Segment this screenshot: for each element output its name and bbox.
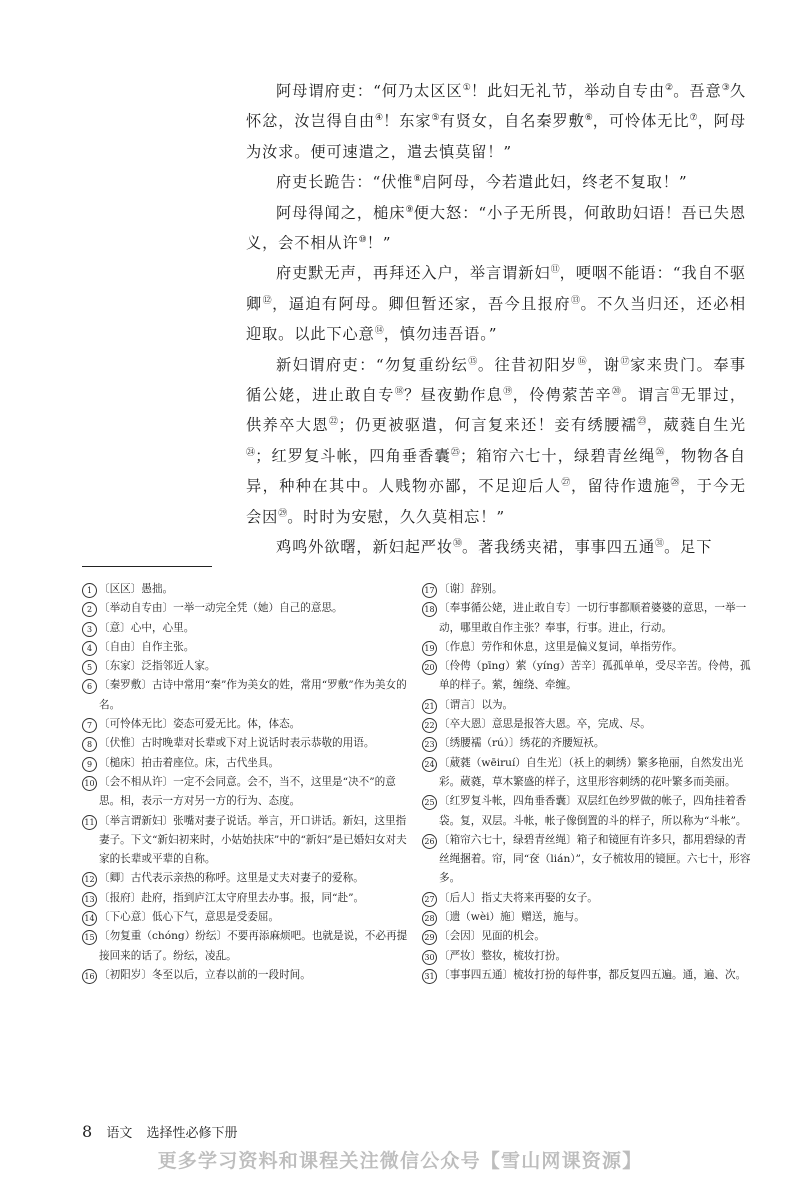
text-run: 。著我绣夹裙，事事四五通 <box>461 538 656 557</box>
footnote-item <box>422 966 752 985</box>
footnote-number: 31 <box>422 969 437 984</box>
footnote-divider <box>82 566 212 567</box>
footnotes-right-column <box>422 580 752 985</box>
footnote-number: 20 <box>422 660 437 675</box>
footnote-text: 〔举动自专由〕一举一动完全凭（她）自己的意思。 <box>99 602 343 615</box>
footnote-marker: ⑯ <box>577 356 588 367</box>
text-run: 府吏默无声，再拜还入户，举言谓新妇 <box>276 264 551 283</box>
text-run: ，阿母为汝求。便可速遣之，遣去慎莫留！” <box>246 112 746 161</box>
footnote-number: 24 <box>422 757 437 772</box>
footnote-number: 3 <box>82 622 97 637</box>
footnote-number: 22 <box>422 718 437 733</box>
footnote-text: 〔伶俜（pīng）萦（yíng）苦辛〕孤孤单单，受尽辛苦。伶俜，孤单的样子。萦，缠绕、牵缠。 <box>439 660 751 692</box>
footnote-item <box>82 715 412 734</box>
footnote-number: 29 <box>422 930 437 945</box>
footnote-marker: ㉚ <box>452 539 462 550</box>
footnote-item <box>422 696 752 715</box>
footnote-item <box>422 599 752 638</box>
footnote-marker: ㉘ <box>670 478 681 489</box>
footnote-text: 〔举言谓新妇〕张嘴对妻子说话。举言，开口讲话。新妇，这里指妻子。下文“新妇初来时，小姑始扶床”中的“新妇”是已婚妇女对夫家的长辈或平辈的自称。 <box>99 814 407 866</box>
footnote-marker: ④ <box>374 113 384 124</box>
footnote-marker: ① <box>462 83 471 93</box>
footnote-item <box>422 947 752 966</box>
footnote-text: 〔卒大恩〕意思是报答大恩。卒，完成、尽。 <box>439 718 651 731</box>
footnote-marker: ⑪ <box>550 265 560 276</box>
footnote-number: 16 <box>82 969 97 984</box>
text-run: 鸡鸣外欲曙，新妇起严妆 <box>276 538 453 557</box>
footnote-number: 27 <box>422 892 437 907</box>
footnote-marker: ㉕ <box>450 447 460 458</box>
footnote-marker: ⑨ <box>405 204 414 215</box>
footnote-item <box>422 638 752 657</box>
footnote-number: 17 <box>422 583 437 598</box>
footnote-text: 〔后人〕指丈夫将来再娶的女子。 <box>439 891 598 904</box>
footnotes-left-column <box>82 580 412 985</box>
text-run: 阿母谓府吏：“何乃太区区 <box>276 82 463 100</box>
text-run: ，于今无会因 <box>246 477 746 526</box>
footnote-text: 〔勿复重（chóng）纷纭〕不要再添麻烦吧。也就是说，不必再提接回来的话了。纷纭，凌乱。 <box>99 930 408 962</box>
footnote-item <box>82 966 412 985</box>
footnote-marker: ⑧ <box>413 174 422 185</box>
page-footer <box>82 1122 238 1141</box>
page-number: 8 <box>82 1122 93 1141</box>
footnote-marker: ㉗ <box>561 478 571 489</box>
footnote-text: 〔初阳岁〕冬至以后，立春以前的一段时间。 <box>99 968 311 981</box>
text-run: ；仍更被驱遣，何言复来还！妾有绣腰襦 <box>338 416 638 435</box>
footnote-number: 5 <box>82 660 97 675</box>
footnote-marker: ② <box>665 83 674 93</box>
footnote-marker: ㉓ <box>637 417 647 428</box>
footnote-item <box>422 831 752 889</box>
footnote-marker: ⑬ <box>570 295 581 306</box>
footnote-marker: ⑥ <box>584 113 593 124</box>
text-run: ！东家 <box>383 112 432 131</box>
footnote-item <box>422 580 752 599</box>
footnote-number: 8 <box>82 737 97 752</box>
footnote-item <box>422 792 752 831</box>
footnote-text: 〔东家〕泛指邻近人家。 <box>99 660 216 673</box>
footnote-text: 〔区区〕愚拙。 <box>99 583 174 595</box>
footnote-number: 26 <box>422 834 437 849</box>
footnote-text: 〔意〕心中，心里。 <box>99 621 195 634</box>
footnote-number: 11 <box>82 815 97 830</box>
text-run: 便大怒：“小子无所畏，何敢助妇语！吾已失恩义，会不相从许 <box>246 203 746 253</box>
footnote-text: 〔槌床〕拍击着座位。床，古代坐具。 <box>99 756 280 769</box>
footnote-number: 18 <box>422 602 437 617</box>
footnote-item <box>82 927 412 966</box>
text-run: 家来贵门。奉事循公姥，进止敢自专 <box>246 355 746 405</box>
footnote-item <box>422 734 752 753</box>
main-text <box>246 76 746 563</box>
text-run: ，伶俜萦苦辛 <box>512 386 612 405</box>
main-paragraph <box>246 350 746 532</box>
footnote-marker: ⑩ <box>358 235 367 246</box>
text-run: ，物物各自异，种种在其中。人贱物亦鄙，不足迎后人 <box>246 446 746 496</box>
footnote-number: 25 <box>422 795 437 810</box>
footnote-text: 〔作息〕劳作和休息，这里是偏义复词，单指劳作。 <box>439 640 683 653</box>
footnote-text: 〔红罗复斗帐，四角垂香囊〕双层红色纱罗做的帐子，四角挂着香袋。复，双层。斗帐，帐子像倒置的斗的样子，所以称为“斗帐”。 <box>439 795 747 827</box>
footnote-number: 10 <box>82 776 97 791</box>
footnote-number: 30 <box>422 950 437 965</box>
footnote-marker: ⑦ <box>689 113 698 124</box>
footnote-item <box>422 657 752 696</box>
text-run: 。谓言 <box>621 386 671 405</box>
footnote-number: 13 <box>82 892 97 907</box>
text-run: 阿母得闻之，槌床 <box>276 203 406 222</box>
footnote-item <box>82 599 412 618</box>
footnote-marker: ③ <box>721 83 730 93</box>
text-run: ，葳蕤自生光 <box>646 416 746 435</box>
text-run: ，哽咽不能语：“我自不驱卿 <box>246 264 746 313</box>
footnote-text: 〔谢〕辞别。 <box>439 583 503 595</box>
footnote-marker: ㉔ <box>246 447 256 458</box>
footer-book-title: 选择性必修下册 <box>146 1126 238 1141</box>
footnote-text: 〔卿〕古代表示亲热的称呼。这里是丈夫对妻子的爱称。 <box>99 872 364 885</box>
text-run: 无罪过，供养卒大恩 <box>246 386 746 435</box>
footnote-text: 〔绣腰襦（rú）〕绣花的齐腰短袄。 <box>439 737 605 750</box>
footnote-text: 〔报府〕赴府，指到庐江太守府里去办事。报，同“赴”。 <box>99 891 365 904</box>
footnote-item <box>422 927 752 946</box>
footnote-item <box>82 657 412 676</box>
footer-subject: 语文 <box>106 1126 133 1141</box>
footnote-item <box>82 773 412 812</box>
footnote-number: 19 <box>422 641 437 656</box>
text-run: ，慎勿违吾语。” <box>383 325 498 344</box>
text-run: 。不久当归还，还必相迎取。以此下心意 <box>246 294 746 344</box>
footnote-marker: ㉛ <box>655 539 665 550</box>
text-run: ，逼迫有阿母。卿但暂还家，吾今且报府 <box>272 294 571 313</box>
text-run: ！” <box>366 234 392 253</box>
footnote-item <box>82 908 412 927</box>
text-run: ，谢 <box>587 355 621 374</box>
footnote-marker: ㉙ <box>278 508 288 519</box>
text-run: 。往昔初阳岁 <box>477 355 578 374</box>
text-run: 。足下 <box>664 538 713 557</box>
footnote-item <box>82 754 412 773</box>
footnote-item <box>82 676 412 715</box>
footnote-text: 〔秦罗敷〕古诗中常用“秦”作为美女的姓，常用“罗敷”作为美女的名。 <box>99 679 407 711</box>
main-paragraph <box>246 532 746 562</box>
footnote-text: 〔会因〕见面的机会。 <box>439 930 545 943</box>
footnote-item <box>82 869 412 888</box>
main-paragraph <box>246 76 746 167</box>
text-run: ！此妇无礼节，举动自专由 <box>470 82 666 100</box>
footnote-marker: ⑭ <box>374 326 384 337</box>
text-run: ？昼夜勤作息 <box>404 386 504 405</box>
footnote-text: 〔事事四五通〕梳妆打扮的每件事，都反复四五遍。通，遍、次。 <box>439 968 747 981</box>
text-run: ；箱帘六七十，绿碧青丝绳 <box>459 446 656 465</box>
footnote-marker: ⑮ <box>468 356 478 367</box>
footnote-number: 28 <box>422 911 437 926</box>
footnote-number: 14 <box>82 911 97 926</box>
footnote-marker: ⑤ <box>431 113 440 124</box>
footnote-item <box>82 812 412 870</box>
text-run: 。时时为安慰，久久莫相忘！” <box>287 507 506 526</box>
footnote-number: 23 <box>422 737 437 752</box>
main-paragraph <box>246 167 746 197</box>
text-run: 久怀忿，汝岂得自由 <box>246 82 747 131</box>
main-paragraph <box>246 258 746 349</box>
footnote-marker: ⑲ <box>503 387 513 398</box>
footnote-text: 〔伏惟〕古时晚辈对长辈或下对上说话时表示恭敬的用语。 <box>99 737 375 750</box>
text-run: 府吏长跪告：“伏惟 <box>276 173 414 192</box>
footnote-number: 12 <box>82 872 97 887</box>
watermark-text: 更多学习资料和课程关注微信公众号【雪山网课资源】 <box>157 1150 643 1172</box>
footnote-marker: ⑱ <box>394 387 405 398</box>
footnote-item <box>82 889 412 908</box>
footnote-item <box>422 754 752 793</box>
footnote-text: 〔葳蕤（wēiruí）自生光〕（袄上的刺绣）繁多艳丽，自然发出光彩。葳蕤，草木繁盛的样子，这里形容刺绣的花叶繁多而美丽。 <box>439 756 744 788</box>
text-run: 。吾意 <box>673 82 722 100</box>
footnote-item <box>422 908 752 927</box>
text-run: ；红罗复斗帐，四角垂香囊 <box>255 446 451 465</box>
footnote-marker: ㉖ <box>655 447 665 458</box>
footnote-marker: ⑳ <box>611 387 622 398</box>
footnote-item <box>82 580 412 599</box>
footnote-item <box>422 889 752 908</box>
text-run: 有贤女，自名秦罗敷 <box>439 112 585 131</box>
text-run: 启阿母，今若遣此妇，终老不复取！” <box>421 173 688 192</box>
footnote-number: 15 <box>82 930 97 945</box>
footnote-text: 〔可怜体无比〕姿态可爱无比。体，体态。 <box>99 718 301 731</box>
footnote-number: 21 <box>422 699 437 714</box>
footnote-number: 7 <box>82 718 97 733</box>
footnote-item <box>82 734 412 753</box>
main-paragraph <box>246 198 746 259</box>
footnote-text: 〔箱帘六七十，绿碧青丝绳〕箱子和镜匣有许多只，都用碧绿的青丝绳捆着。帘，同“奁（lián）”，女子梳妆用的镜匣。六七十，形容多。 <box>439 833 751 885</box>
footnote-number: 2 <box>82 602 97 617</box>
footnote-text: 〔谓言〕以为。 <box>439 698 514 711</box>
footnote-text: 〔奉事循公姥，进止敢自专〕一切行事都顺着婆婆的意思，一举一动，哪里敢自作主张？奉事，行事。进止，行动。 <box>439 602 747 634</box>
footnote-marker: ㉒ <box>329 417 339 428</box>
footnote-marker: ⑫ <box>262 295 273 306</box>
footnote-text: 〔自由〕自作主张。 <box>99 640 195 653</box>
text-run: ，留待作遗施 <box>570 477 671 496</box>
text-run: ，可怜体无比 <box>592 112 690 131</box>
footnote-number: 4 <box>82 641 97 656</box>
footnote-text: 〔严妆〕整妆，梳妆打扮。 <box>439 949 567 962</box>
footnote-number: 9 <box>82 757 97 772</box>
footnote-item <box>82 619 412 638</box>
footnote-number: 1 <box>82 583 97 598</box>
footnote-marker: ㉑ <box>670 387 681 398</box>
footnote-marker: ⑰ <box>620 356 631 367</box>
text-run: 新妇谓府吏：“勿复重纷纭 <box>276 355 469 374</box>
footnote-text: 〔遗（wèi）施〕赠送，施与。 <box>439 911 585 924</box>
footnote-text: 〔会不相从许〕一定不会同意。会不，当不，这里是“决不”的意思。相，表示一方对另一方的行为、态度。 <box>99 775 396 808</box>
footnote-item <box>422 715 752 734</box>
footnote-number: 6 <box>82 679 97 694</box>
footnote-text: 〔下心意〕低心下气，意思是受委屈。 <box>99 911 280 924</box>
footnote-item <box>82 638 412 657</box>
